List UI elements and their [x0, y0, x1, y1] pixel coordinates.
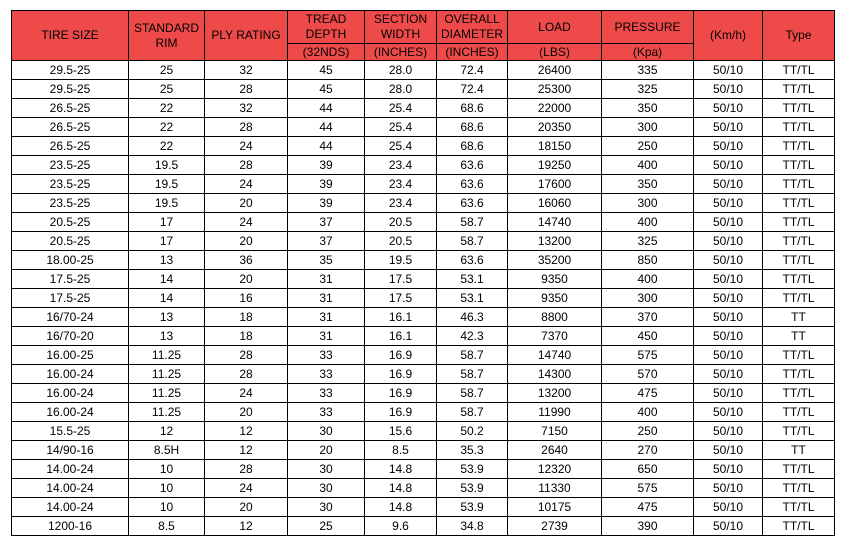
- cell-type: TT/TL: [763, 251, 835, 270]
- cell-type: TT/TL: [763, 498, 835, 517]
- cell-ply-rating: 12: [205, 422, 288, 441]
- header-pressure: PRESSURE: [602, 11, 694, 44]
- cell-tread-depth: 45: [288, 80, 365, 99]
- cell-section-width: 9.6: [365, 517, 437, 536]
- cell-ply-rating: 16: [205, 289, 288, 308]
- table-row: [12, 137, 835, 156]
- cell-pressure: 650: [602, 460, 694, 479]
- cell-speed: 50/10: [694, 460, 763, 479]
- cell-pressure: 575: [602, 346, 694, 365]
- cell-pressure: 475: [602, 384, 694, 403]
- cell-pressure: 400: [602, 403, 694, 422]
- cell-speed: 50/10: [694, 175, 763, 194]
- cell-overall-diameter: 58.7: [437, 346, 508, 365]
- cell-standard-rim: 22: [129, 99, 205, 118]
- cell-standard-rim: 17: [129, 232, 205, 251]
- cell-ply-rating: 20: [205, 403, 288, 422]
- cell-pressure: 850: [602, 251, 694, 270]
- cell-type: TT: [763, 441, 835, 460]
- cell-section-width: 16.9: [365, 403, 437, 422]
- cell-standard-rim: 19.5: [129, 175, 205, 194]
- cell-standard-rim: 17: [129, 213, 205, 232]
- table-row: [12, 118, 835, 137]
- cell-tread-depth: 45: [288, 61, 365, 80]
- cell-speed: 50/10: [694, 137, 763, 156]
- table-row: [12, 346, 835, 365]
- cell-load: 26400: [508, 61, 602, 80]
- cell-section-width: 19.5: [365, 251, 437, 270]
- table-row: [12, 479, 835, 498]
- cell-overall-diameter: 63.6: [437, 251, 508, 270]
- cell-overall-diameter: 72.4: [437, 61, 508, 80]
- cell-pressure: 300: [602, 118, 694, 137]
- header-tire-size: TIRE SIZE: [12, 11, 129, 61]
- cell-section-width: 23.4: [365, 156, 437, 175]
- cell-pressure: 350: [602, 99, 694, 118]
- cell-pressure: 475: [602, 498, 694, 517]
- table-row: [12, 270, 835, 289]
- cell-tread-depth: 44: [288, 137, 365, 156]
- cell-overall-diameter: 50.2: [437, 422, 508, 441]
- cell-tire-size: 17.5-25: [12, 289, 129, 308]
- cell-section-width: 16.9: [365, 365, 437, 384]
- cell-tread-depth: 44: [288, 99, 365, 118]
- cell-load: 9350: [508, 289, 602, 308]
- cell-type: TT/TL: [763, 61, 835, 80]
- table-row: [12, 232, 835, 251]
- cell-speed: 50/10: [694, 403, 763, 422]
- table-row: [12, 80, 835, 99]
- cell-tire-size: 14.00-24: [12, 479, 129, 498]
- cell-type: TT/TL: [763, 479, 835, 498]
- cell-section-width: 25.4: [365, 137, 437, 156]
- cell-tread-depth: 37: [288, 232, 365, 251]
- cell-section-width: 17.5: [365, 270, 437, 289]
- table-row: [12, 194, 835, 213]
- cell-ply-rating: 32: [205, 61, 288, 80]
- cell-speed: 50/10: [694, 479, 763, 498]
- cell-ply-rating: 28: [205, 80, 288, 99]
- table-row: [12, 99, 835, 118]
- cell-tire-size: 15.5-25: [12, 422, 129, 441]
- cell-speed: 50/10: [694, 61, 763, 80]
- cell-section-width: 25.4: [365, 118, 437, 137]
- cell-load: 11330: [508, 479, 602, 498]
- header-pressure-unit: (Kpa): [602, 44, 694, 61]
- cell-standard-rim: 11.25: [129, 403, 205, 422]
- cell-tire-size: 26.5-25: [12, 137, 129, 156]
- header-speed: (Km/h): [694, 11, 763, 61]
- header-ply-rating: PLY RATING: [205, 11, 288, 61]
- cell-ply-rating: 20: [205, 194, 288, 213]
- cell-overall-diameter: 63.6: [437, 156, 508, 175]
- cell-load: 13200: [508, 384, 602, 403]
- cell-pressure: 400: [602, 156, 694, 175]
- cell-speed: 50/10: [694, 365, 763, 384]
- cell-load: 14300: [508, 365, 602, 384]
- header-type: Type: [763, 11, 835, 61]
- cell-ply-rating: 18: [205, 308, 288, 327]
- cell-tire-size: 16.00-24: [12, 403, 129, 422]
- cell-overall-diameter: 63.6: [437, 194, 508, 213]
- cell-speed: 50/10: [694, 384, 763, 403]
- cell-overall-diameter: 42.3: [437, 327, 508, 346]
- cell-tire-size: 23.5-25: [12, 175, 129, 194]
- cell-pressure: 325: [602, 232, 694, 251]
- cell-type: TT/TL: [763, 403, 835, 422]
- cell-tire-size: 16/70-20: [12, 327, 129, 346]
- cell-tread-depth: 44: [288, 118, 365, 137]
- table-body: [12, 61, 835, 536]
- cell-standard-rim: 13: [129, 327, 205, 346]
- cell-overall-diameter: 35.3: [437, 441, 508, 460]
- table-row: [12, 422, 835, 441]
- cell-load: 2739: [508, 517, 602, 536]
- cell-tread-depth: 33: [288, 384, 365, 403]
- cell-type: TT/TL: [763, 232, 835, 251]
- cell-standard-rim: 11.25: [129, 365, 205, 384]
- cell-section-width: 20.5: [365, 213, 437, 232]
- cell-load: 7370: [508, 327, 602, 346]
- cell-type: TT/TL: [763, 80, 835, 99]
- cell-ply-rating: 18: [205, 327, 288, 346]
- cell-load: 10175: [508, 498, 602, 517]
- cell-type: TT/TL: [763, 517, 835, 536]
- cell-standard-rim: 22: [129, 137, 205, 156]
- cell-ply-rating: 24: [205, 213, 288, 232]
- cell-tire-size: 16/70-24: [12, 308, 129, 327]
- cell-ply-rating: 12: [205, 517, 288, 536]
- cell-tread-depth: 31: [288, 289, 365, 308]
- cell-speed: 50/10: [694, 213, 763, 232]
- cell-type: TT: [763, 308, 835, 327]
- cell-overall-diameter: 72.4: [437, 80, 508, 99]
- cell-overall-diameter: 58.7: [437, 232, 508, 251]
- cell-tire-size: 29.5-25: [12, 61, 129, 80]
- cell-tread-depth: 35: [288, 251, 365, 270]
- cell-type: TT/TL: [763, 384, 835, 403]
- cell-speed: 50/10: [694, 156, 763, 175]
- table-row: [12, 384, 835, 403]
- cell-tire-size: 29.5-25: [12, 80, 129, 99]
- cell-tire-size: 14/90-16: [12, 441, 129, 460]
- header-overall-diameter: OVERALL DIAMETER: [437, 11, 508, 44]
- table-row: [12, 517, 835, 536]
- cell-tread-depth: 33: [288, 365, 365, 384]
- cell-pressure: 450: [602, 327, 694, 346]
- cell-pressure: 300: [602, 289, 694, 308]
- cell-overall-diameter: 58.7: [437, 403, 508, 422]
- header-tread-depth-unit: (32NDS): [288, 44, 365, 61]
- cell-section-width: 16.9: [365, 346, 437, 365]
- cell-standard-rim: 8.5: [129, 517, 205, 536]
- cell-load: 13200: [508, 232, 602, 251]
- cell-pressure: 370: [602, 308, 694, 327]
- cell-tread-depth: 33: [288, 346, 365, 365]
- cell-overall-diameter: 53.9: [437, 498, 508, 517]
- cell-section-width: 16.1: [365, 308, 437, 327]
- cell-ply-rating: 20: [205, 232, 288, 251]
- cell-ply-rating: 36: [205, 251, 288, 270]
- cell-standard-rim: 14: [129, 270, 205, 289]
- cell-pressure: 575: [602, 479, 694, 498]
- cell-type: TT/TL: [763, 270, 835, 289]
- cell-tire-size: 20.5-25: [12, 213, 129, 232]
- cell-overall-diameter: 53.1: [437, 270, 508, 289]
- header-overall-diameter-unit: (INCHES): [437, 44, 508, 61]
- cell-tread-depth: 30: [288, 422, 365, 441]
- header-load: LOAD: [508, 11, 602, 44]
- cell-tire-size: 16.00-25: [12, 346, 129, 365]
- cell-tread-depth: 31: [288, 327, 365, 346]
- cell-load: 35200: [508, 251, 602, 270]
- cell-tire-size: 1200-16: [12, 517, 129, 536]
- header-section-width-unit: (INCHES): [365, 44, 437, 61]
- cell-section-width: 16.1: [365, 327, 437, 346]
- table-row: [12, 441, 835, 460]
- cell-speed: 50/10: [694, 232, 763, 251]
- cell-tread-depth: 30: [288, 479, 365, 498]
- cell-tire-size: 18.00-25: [12, 251, 129, 270]
- cell-speed: 50/10: [694, 289, 763, 308]
- cell-tire-size: 23.5-25: [12, 194, 129, 213]
- cell-standard-rim: 8.5H: [129, 441, 205, 460]
- cell-type: TT: [763, 327, 835, 346]
- cell-ply-rating: 28: [205, 365, 288, 384]
- cell-ply-rating: 28: [205, 118, 288, 137]
- cell-speed: 50/10: [694, 441, 763, 460]
- cell-pressure: 390: [602, 517, 694, 536]
- cell-pressure: 325: [602, 80, 694, 99]
- cell-standard-rim: 19.5: [129, 194, 205, 213]
- header-load-unit: (LBS): [508, 44, 602, 61]
- cell-standard-rim: 19.5: [129, 156, 205, 175]
- cell-speed: 50/10: [694, 270, 763, 289]
- cell-tire-size: 16.00-24: [12, 365, 129, 384]
- cell-overall-diameter: 63.6: [437, 175, 508, 194]
- cell-ply-rating: 24: [205, 384, 288, 403]
- cell-ply-rating: 28: [205, 346, 288, 365]
- cell-tread-depth: 39: [288, 156, 365, 175]
- cell-tread-depth: 37: [288, 213, 365, 232]
- cell-type: TT/TL: [763, 99, 835, 118]
- cell-ply-rating: 32: [205, 99, 288, 118]
- cell-overall-diameter: 58.7: [437, 213, 508, 232]
- table-row: [12, 460, 835, 479]
- cell-overall-diameter: 53.9: [437, 460, 508, 479]
- cell-load: 18150: [508, 137, 602, 156]
- cell-load: 7150: [508, 422, 602, 441]
- cell-section-width: 25.4: [365, 99, 437, 118]
- cell-section-width: 14.8: [365, 498, 437, 517]
- cell-load: 11990: [508, 403, 602, 422]
- cell-tire-size: 17.5-25: [12, 270, 129, 289]
- cell-ply-rating: 20: [205, 270, 288, 289]
- cell-type: TT/TL: [763, 137, 835, 156]
- cell-ply-rating: 24: [205, 137, 288, 156]
- cell-speed: 50/10: [694, 308, 763, 327]
- cell-tire-size: 26.5-25: [12, 118, 129, 137]
- cell-overall-diameter: 58.7: [437, 365, 508, 384]
- cell-ply-rating: 20: [205, 498, 288, 517]
- table-header: [12, 11, 835, 61]
- cell-overall-diameter: 46.3: [437, 308, 508, 327]
- cell-overall-diameter: 58.7: [437, 384, 508, 403]
- cell-tread-depth: 33: [288, 403, 365, 422]
- cell-speed: 50/10: [694, 517, 763, 536]
- cell-tread-depth: 30: [288, 498, 365, 517]
- cell-tread-depth: 20: [288, 441, 365, 460]
- cell-tread-depth: 31: [288, 270, 365, 289]
- table-row: [12, 61, 835, 80]
- cell-tire-size: 23.5-25: [12, 156, 129, 175]
- table-row: [12, 403, 835, 422]
- table-row: [12, 213, 835, 232]
- cell-load: 8800: [508, 308, 602, 327]
- cell-speed: 50/10: [694, 422, 763, 441]
- cell-section-width: 28.0: [365, 61, 437, 80]
- cell-type: TT/TL: [763, 213, 835, 232]
- cell-pressure: 350: [602, 175, 694, 194]
- cell-speed: 50/10: [694, 327, 763, 346]
- cell-load: 16060: [508, 194, 602, 213]
- cell-standard-rim: 13: [129, 251, 205, 270]
- table-row: [12, 175, 835, 194]
- cell-pressure: 400: [602, 213, 694, 232]
- cell-speed: 50/10: [694, 80, 763, 99]
- cell-speed: 50/10: [694, 118, 763, 137]
- cell-type: TT/TL: [763, 365, 835, 384]
- cell-tire-size: 26.5-25: [12, 99, 129, 118]
- cell-standard-rim: 11.25: [129, 384, 205, 403]
- cell-pressure: 400: [602, 270, 694, 289]
- cell-pressure: 570: [602, 365, 694, 384]
- cell-pressure: 335: [602, 61, 694, 80]
- cell-standard-rim: 25: [129, 61, 205, 80]
- cell-type: TT/TL: [763, 422, 835, 441]
- cell-load: 14740: [508, 213, 602, 232]
- cell-load: 12320: [508, 460, 602, 479]
- cell-standard-rim: 25: [129, 80, 205, 99]
- header-section-width: SECTION WIDTH: [365, 11, 437, 44]
- cell-section-width: 28.0: [365, 80, 437, 99]
- cell-standard-rim: 10: [129, 498, 205, 517]
- cell-load: 25300: [508, 80, 602, 99]
- cell-standard-rim: 14: [129, 289, 205, 308]
- cell-standard-rim: 22: [129, 118, 205, 137]
- cell-tire-size: 20.5-25: [12, 232, 129, 251]
- cell-type: TT/TL: [763, 156, 835, 175]
- header-standard-rim: STANDARD RIM: [129, 11, 205, 61]
- cell-tire-size: 14.00-24: [12, 498, 129, 517]
- cell-type: TT/TL: [763, 460, 835, 479]
- cell-standard-rim: 11.25: [129, 346, 205, 365]
- cell-speed: 50/10: [694, 99, 763, 118]
- cell-speed: 50/10: [694, 194, 763, 213]
- cell-tread-depth: 39: [288, 175, 365, 194]
- cell-overall-diameter: 68.6: [437, 137, 508, 156]
- cell-section-width: 8.5: [365, 441, 437, 460]
- cell-section-width: 15.6: [365, 422, 437, 441]
- table-row: [12, 156, 835, 175]
- cell-section-width: 16.9: [365, 384, 437, 403]
- cell-type: TT/TL: [763, 175, 835, 194]
- cell-section-width: 17.5: [365, 289, 437, 308]
- cell-speed: 50/10: [694, 346, 763, 365]
- cell-speed: 50/10: [694, 498, 763, 517]
- tire-spec-table: [11, 10, 835, 536]
- cell-ply-rating: 12: [205, 441, 288, 460]
- cell-tread-depth: 25: [288, 517, 365, 536]
- cell-tread-depth: 39: [288, 194, 365, 213]
- cell-pressure: 300: [602, 194, 694, 213]
- cell-tread-depth: 31: [288, 308, 365, 327]
- cell-pressure: 270: [602, 441, 694, 460]
- cell-load: 2640: [508, 441, 602, 460]
- cell-load: 20350: [508, 118, 602, 137]
- cell-standard-rim: 13: [129, 308, 205, 327]
- table-row: [12, 251, 835, 270]
- cell-ply-rating: 28: [205, 156, 288, 175]
- cell-type: TT/TL: [763, 194, 835, 213]
- cell-tread-depth: 30: [288, 460, 365, 479]
- cell-type: TT/TL: [763, 289, 835, 308]
- cell-load: 22000: [508, 99, 602, 118]
- cell-overall-diameter: 53.9: [437, 479, 508, 498]
- cell-type: TT/TL: [763, 346, 835, 365]
- cell-overall-diameter: 68.6: [437, 99, 508, 118]
- cell-standard-rim: 10: [129, 479, 205, 498]
- header-tread-depth: TREAD DEPTH: [288, 11, 365, 44]
- cell-overall-diameter: 53.1: [437, 289, 508, 308]
- cell-tire-size: 14.00-24: [12, 460, 129, 479]
- cell-type: TT/TL: [763, 118, 835, 137]
- table-row: [12, 327, 835, 346]
- cell-speed: 50/10: [694, 251, 763, 270]
- cell-ply-rating: 24: [205, 479, 288, 498]
- cell-standard-rim: 12: [129, 422, 205, 441]
- cell-section-width: 23.4: [365, 175, 437, 194]
- cell-tire-size: 16.00-24: [12, 384, 129, 403]
- cell-load: 19250: [508, 156, 602, 175]
- cell-load: 14740: [508, 346, 602, 365]
- table-row: [12, 308, 835, 327]
- table-row: [12, 365, 835, 384]
- cell-ply-rating: 28: [205, 460, 288, 479]
- cell-load: 9350: [508, 270, 602, 289]
- cell-pressure: 250: [602, 137, 694, 156]
- table-row: [12, 289, 835, 308]
- cell-section-width: 23.4: [365, 194, 437, 213]
- cell-ply-rating: 24: [205, 175, 288, 194]
- cell-standard-rim: 10: [129, 460, 205, 479]
- cell-load: 17600: [508, 175, 602, 194]
- cell-section-width: 14.8: [365, 479, 437, 498]
- cell-overall-diameter: 68.6: [437, 118, 508, 137]
- cell-section-width: 20.5: [365, 232, 437, 251]
- table-row: [12, 498, 835, 517]
- cell-section-width: 14.8: [365, 460, 437, 479]
- cell-overall-diameter: 34.8: [437, 517, 508, 536]
- cell-pressure: 250: [602, 422, 694, 441]
